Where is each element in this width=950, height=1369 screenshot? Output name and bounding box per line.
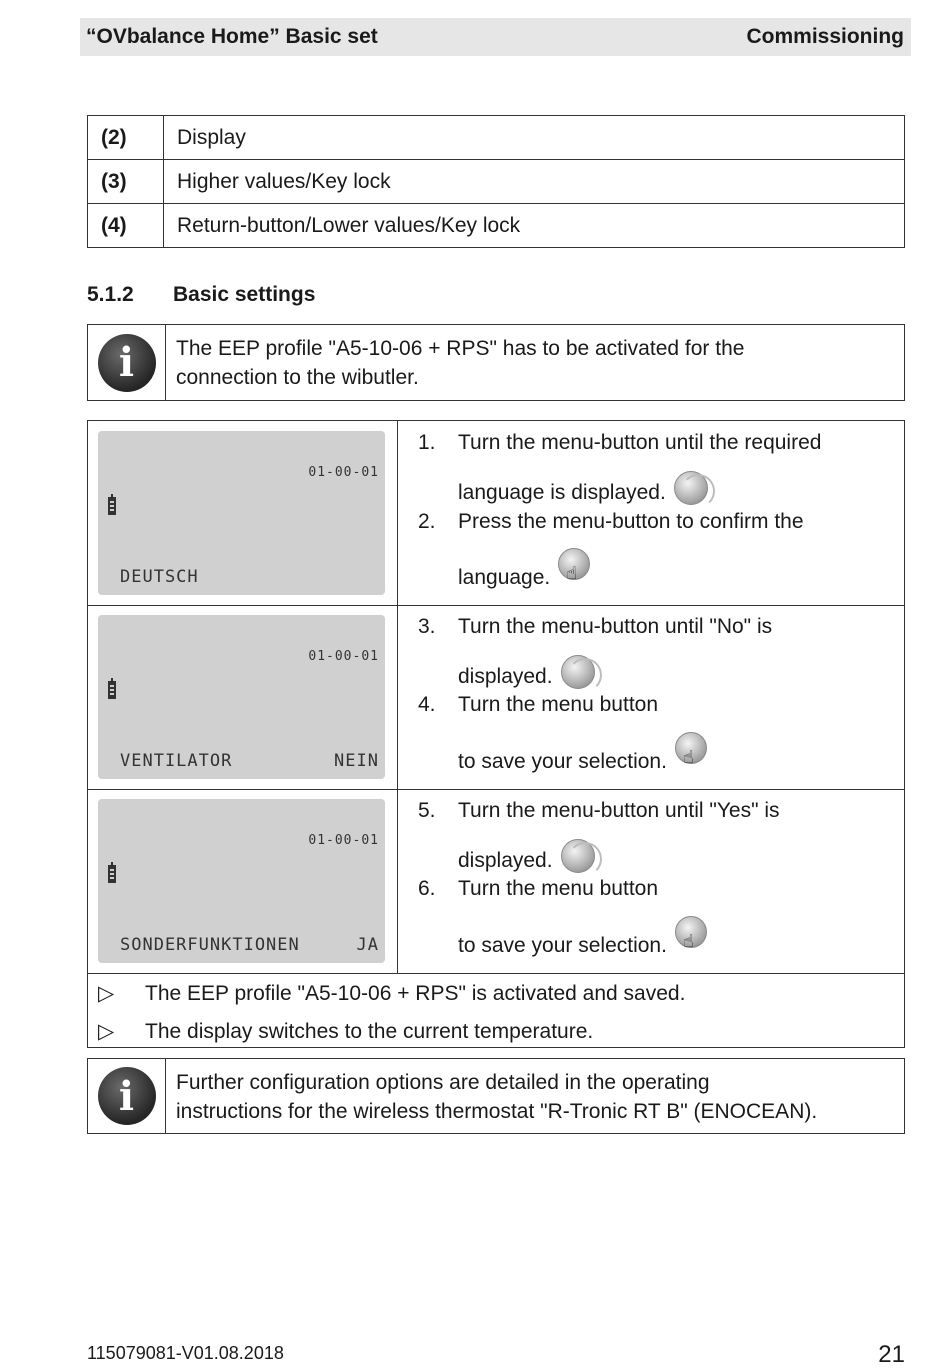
lcd-text: SONDERFUNKTIONEN	[120, 935, 300, 955]
document-code: 115079081-V01.08.2018	[87, 1343, 284, 1363]
lcd-code: 01-00-01	[308, 649, 379, 664]
rotate-knob-icon	[561, 839, 595, 873]
step-number: 4.	[418, 693, 436, 716]
rotate-knob-icon	[674, 471, 708, 505]
step-number: 3.	[418, 615, 436, 638]
step-text: displayed.	[458, 849, 553, 872]
table-row	[88, 116, 905, 160]
step-line	[418, 431, 821, 455]
rotate-knob-icon	[561, 655, 595, 689]
info-note-line: Further configuration options are detailed in the operating	[176, 1071, 710, 1094]
step-line	[418, 510, 804, 534]
step-line	[418, 655, 595, 689]
legend-number: (3)	[88, 160, 164, 204]
info-note-line: connection to the wibutler.	[176, 366, 419, 389]
step-text: Turn the menu-button until "No" is	[458, 615, 773, 638]
step-text: Turn the menu-button until "Yes" is	[458, 799, 780, 822]
step-row	[88, 605, 904, 790]
display-cell	[88, 605, 398, 789]
section-number: 5.1.2	[87, 283, 134, 306]
battery-icon	[108, 865, 116, 883]
result-item	[98, 981, 685, 1006]
result-text: The EEP profile "A5-10-06 + RPS" is activated and saved.	[145, 982, 686, 1005]
result-text: The display switches to the current temperature.	[145, 1020, 594, 1043]
press-knob-icon	[558, 548, 590, 580]
page-header	[80, 18, 911, 56]
triangle-icon: ▷	[98, 982, 115, 1005]
step-line	[418, 548, 590, 590]
section-heading	[87, 283, 315, 307]
step-text: language is displayed.	[458, 481, 666, 504]
lcd-display	[98, 615, 385, 779]
lcd-value: JA	[356, 935, 379, 955]
step-row	[88, 789, 904, 974]
info-note-text	[166, 1059, 827, 1133]
step-line	[418, 877, 658, 901]
step-line	[418, 799, 780, 823]
triangle-icon: ▷	[98, 1020, 115, 1043]
step-text: language.	[458, 566, 551, 589]
lcd-display	[98, 799, 385, 963]
page-number: 21	[878, 1341, 905, 1368]
step-text: displayed.	[458, 665, 553, 688]
step-text: Press the menu-button to confirm the	[458, 510, 804, 533]
press-knob-icon	[675, 732, 707, 764]
step-line	[418, 693, 658, 717]
lcd-text: DEUTSCH	[120, 567, 199, 587]
display-cell	[88, 789, 398, 973]
header-section: Commissioning	[746, 25, 904, 48]
section-title: Basic settings	[173, 283, 316, 306]
step-line	[418, 916, 707, 958]
info-note-text	[166, 325, 754, 400]
display-cell	[88, 421, 398, 605]
step-number: 1.	[418, 431, 436, 454]
step-line	[418, 471, 708, 505]
info-note-line: The EEP profile "A5-10-06 + RPS" has to be activated for the	[176, 337, 745, 360]
legend-text: Higher values/Key lock	[164, 160, 905, 204]
step-number: 6.	[418, 877, 436, 900]
info-icon-cell	[88, 325, 166, 400]
battery-icon	[108, 681, 116, 699]
step-number: 2.	[418, 510, 436, 533]
table-row	[88, 160, 905, 204]
lcd-text: VENTILATOR	[120, 751, 233, 771]
legend-number: (2)	[88, 116, 164, 160]
step-text: to save your selection.	[458, 750, 667, 773]
steps-table	[87, 420, 905, 1048]
info-note-profile	[87, 324, 905, 401]
lcd-value: NEIN	[334, 751, 379, 771]
step-text: Turn the menu button	[458, 877, 659, 900]
step-line	[418, 615, 772, 639]
result-item	[98, 1019, 593, 1044]
step-number: 5.	[418, 799, 436, 822]
legend-table	[87, 115, 905, 248]
info-icon: i	[98, 1067, 156, 1125]
info-icon-cell	[88, 1059, 166, 1133]
press-knob-icon	[675, 916, 707, 948]
battery-icon	[108, 497, 116, 515]
info-icon: i	[98, 334, 156, 392]
info-note-line: instructions for the wireless thermostat "R-Tronic RT B" (ENOCEAN).	[176, 1100, 818, 1123]
step-text: Turn the menu-button until the required	[458, 431, 822, 454]
legend-text: Display	[164, 116, 905, 160]
step-text: Turn the menu button	[458, 693, 659, 716]
lcd-display	[98, 431, 385, 595]
header-title: “OVbalance Home” Basic set	[86, 25, 378, 48]
legend-text: Return-button/Lower values/Key lock	[164, 204, 905, 248]
info-note-further	[87, 1058, 905, 1134]
legend-number: (4)	[88, 204, 164, 248]
step-text: to save your selection.	[458, 934, 667, 957]
lcd-code: 01-00-01	[308, 833, 379, 848]
step-line	[418, 732, 707, 774]
lcd-code: 01-00-01	[308, 465, 379, 480]
step-line	[418, 839, 595, 873]
step-row	[88, 421, 904, 606]
table-row	[88, 204, 905, 248]
